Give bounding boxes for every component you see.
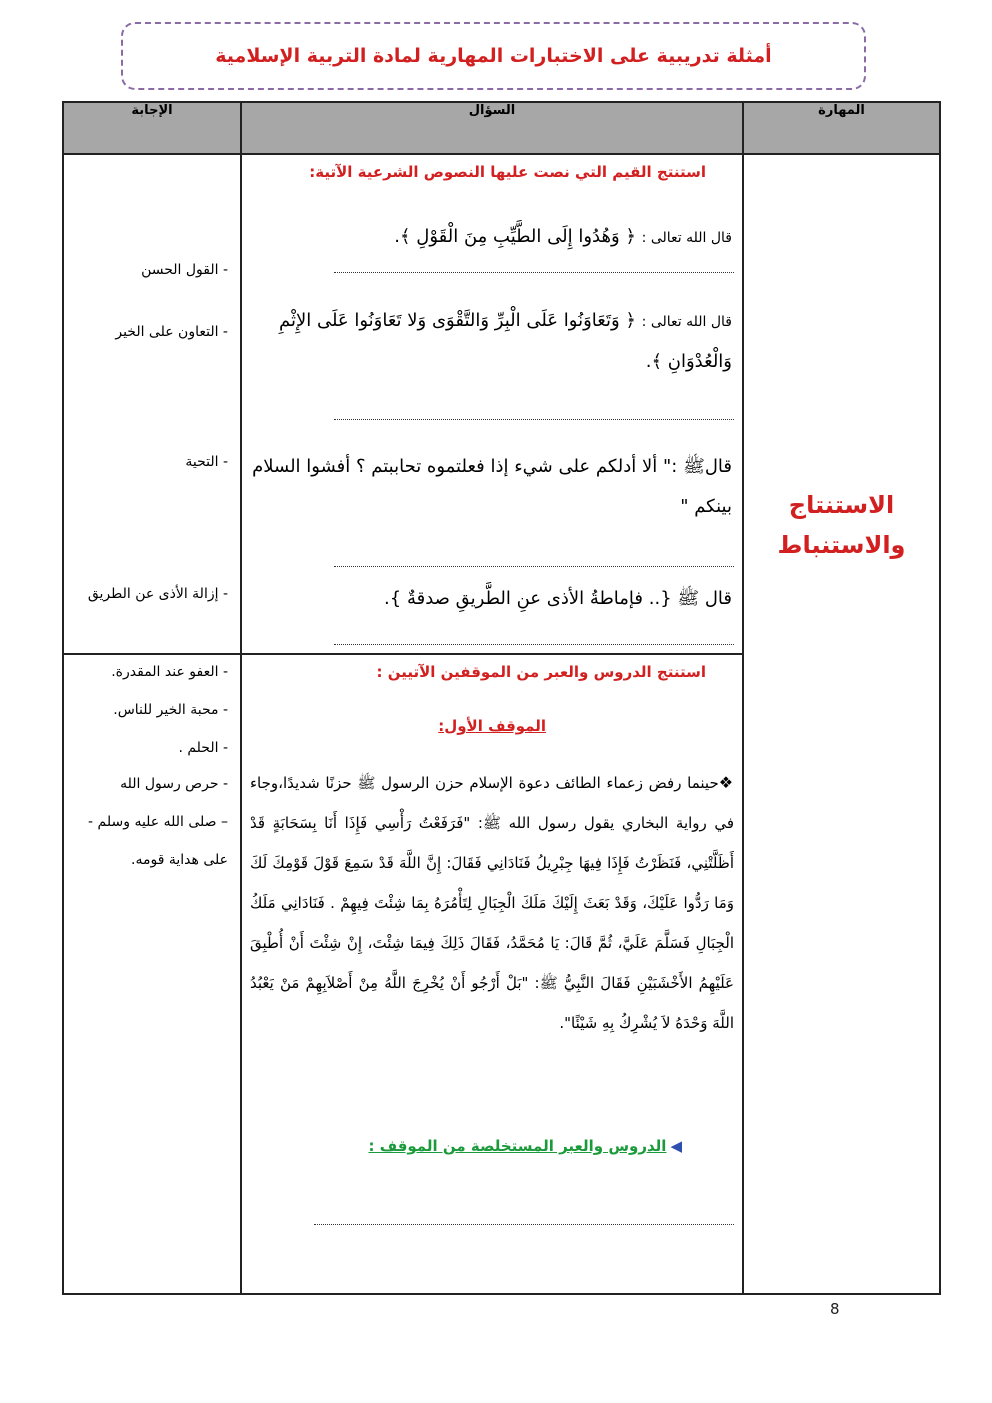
answer-line [334, 271, 734, 273]
situation-paragraph [242, 763, 742, 1043]
answer-item: - العفو عند المقدرة. [111, 664, 228, 680]
skill-label-line: الاستنتاج [788, 491, 895, 519]
quote-label: قال الله تعالى : [641, 230, 732, 246]
question-prompt: استنتج القيم التي نصت عليها النصوص الشرعية الآتية: [309, 163, 706, 181]
lessons-heading [368, 1137, 742, 1155]
bullet-icon: ❖ [718, 773, 734, 792]
question-1 [242, 217, 742, 258]
quote-label: قال الله تعالى : [641, 314, 732, 330]
question-cell-2 [241, 654, 743, 1294]
question-prompt: استنتج الدروس والعبر من الموقفين الآتيين : [376, 663, 706, 681]
header-answer: الإجابة [63, 102, 241, 154]
quran-verse: ﴿ وَتَعَاوَنُوا عَلَى الْبِرِّ وَالتَّقْوَى وَلا تَعَاوَنُوا عَلَى الإِثْمِ وَالْعُدْوَانِ ﴾. [278, 310, 732, 372]
answer-cell-2 [63, 654, 241, 1294]
answer-line [334, 643, 734, 645]
page-number: 8 [830, 1300, 840, 1318]
answer-item: – صلى الله عليه وسلم - [88, 814, 228, 830]
lessons-label: الدروس والعبر المستخلصة من الموقف : [368, 1137, 667, 1155]
situation-heading: الموقف الأول: [438, 717, 546, 735]
answer-item: - التحية [185, 454, 228, 470]
question-cell-1 [241, 154, 743, 654]
answer-cell-1 [63, 154, 241, 654]
answer-item: - حرص رسول الله [120, 776, 228, 792]
header-skill: المهارة [743, 102, 940, 154]
answer-item: - التعاون على الخير [115, 324, 228, 340]
answer-line [334, 565, 734, 567]
answer-line [314, 1223, 734, 1225]
title-box [121, 22, 866, 90]
quran-verse: ﴿ وَهُدُوا إِلَى الطَّيِّبِ مِنَ الْقَوْلِ ﴾. [394, 226, 636, 247]
answer-item: - الحلم . [178, 740, 228, 756]
answer-item: - محبة الخير للناس. [113, 702, 228, 718]
question-4: قال ﷺ {.. فإماطةُ الأذى عنِ الطَّريقِ صدقةٌ }. [384, 588, 732, 609]
skill-label-line: والاستنباط [777, 531, 906, 559]
skill-cell [743, 154, 940, 1294]
answer-item: على هداية قومه. [131, 852, 228, 868]
answer-item: - إزالة الأذى عن الطريق [87, 586, 228, 602]
skill-label [744, 485, 939, 565]
page-title: أمثلة تدريبية على الاختبارات المهارية لمادة التربية الإسلامية [215, 45, 772, 67]
situation-text: حينما رفض زعماء الطائف دعوة الإسلام حزن الرسول ﷺ حزنًا شديدًا،وجاء في رواية البخاري يقول رسول الله ﷺ: "فَرَفَعْتُ رَأْسِي فَإِذَا أَنَا بِسَحَابَةٍ قَدْ أَظَلَّتْنِي، فَنَظَرْتُ فَإِذَا فِيهَا جِبْرِيلُ فَنَادَانِي فَقَالَ: إِنَّ اللَّهَ قَدْ سَمِعَ قَوْلَ قَوْمِكَ لَكَ وَمَا رَدُّوا عَلَيْكَ، وَقَدْ بَعَثَ إِلَيْكَ مَلَكَ الْجِبَالِ لِتَأْمُرَهُ بِمَا شِئْتَ فِيهِمْ . فَنَادَانِي مَلَكُ الْجِبَالِ فَسَلَّمَ عَلَيَّ، ثُمَّ قَالَ: يَا مُحَمَّدُ، فَقَالَ ذَلِكَ فِيمَا شِئْتَ، إِنْ شِئْتَ أَنْ أُطْبِقَ عَلَيْهِمُ الأَخْشَبَيْنِ فَقَالَ النَّبِيُّ ﷺ: "بَلْ أَرْجُو أَنْ يُخْرِجَ اللَّهُ مِنْ أَصْلاَبِهِمْ مَنْ يَعْبُدُ اللَّهَ وَحْدَهُ لاَ يُشْرِكُ بِهِ شَيْئًا". [250, 774, 734, 1032]
question-2 [242, 301, 742, 382]
arrow-icon: ◀ [670, 1137, 682, 1155]
table-row [63, 154, 940, 654]
header-question: السؤال [241, 102, 743, 154]
skills-table [62, 101, 941, 1295]
question-3: قالﷺ :" ألا أدلكم على شيء إذا فعلتموه تحاببتم ؟ أفشوا السلام بينكم " [252, 456, 732, 517]
answer-line [334, 418, 734, 420]
table-header-row [63, 102, 940, 154]
answer-item: - القول الحسن [141, 262, 228, 278]
